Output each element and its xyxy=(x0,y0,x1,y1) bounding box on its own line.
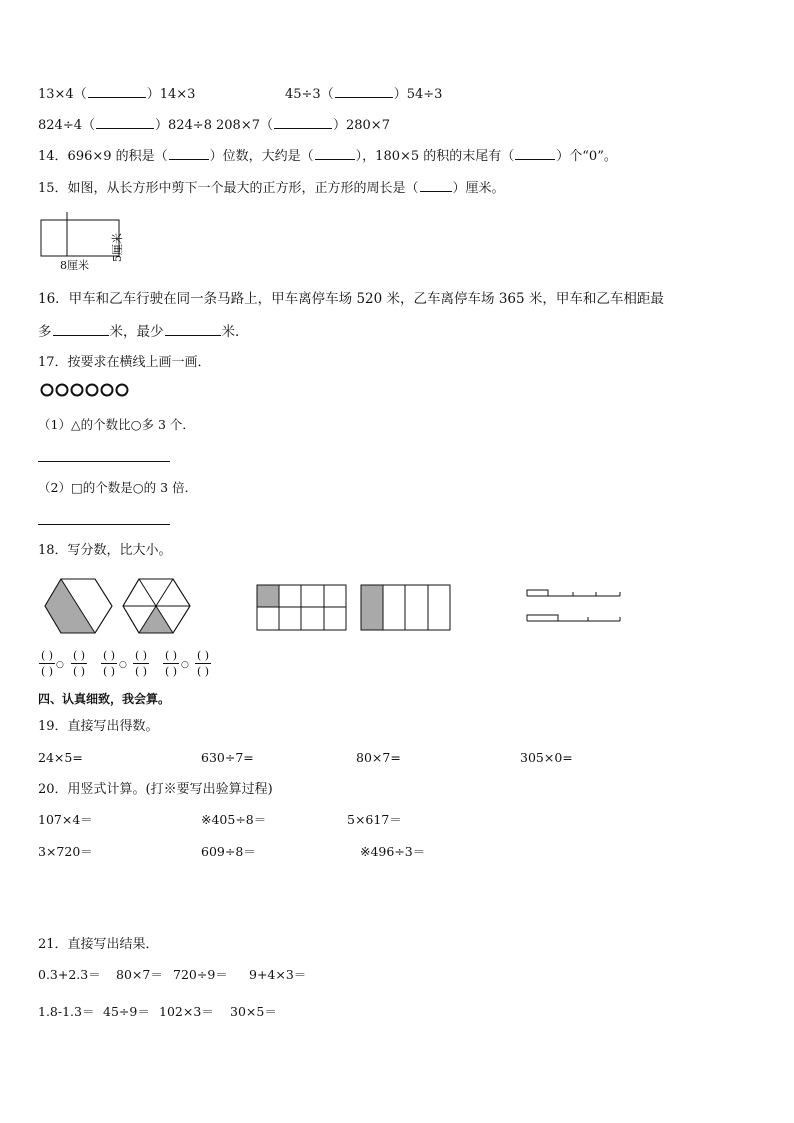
circles-row xyxy=(40,383,140,399)
question-19-title: 19．直接写出得数。 xyxy=(38,719,159,734)
fraction-blank[interactable]: ( ) ( ) xyxy=(196,649,210,678)
compare-row-2b: 208×7（ ）280×7 xyxy=(216,118,390,133)
hexagon-figure-2 xyxy=(123,577,193,637)
fraction-blank[interactable]: ( ) ( ) xyxy=(164,649,178,678)
q21-item: 80×7＝ xyxy=(116,967,163,982)
q21-item: 1.8-1.3＝ xyxy=(38,1004,95,1019)
drawing-line-1[interactable] xyxy=(38,461,170,462)
compare-row-2a: 824÷4（ ）824÷8 xyxy=(38,118,212,133)
answer-blank[interactable] xyxy=(315,148,355,160)
hexagon-figure-1 xyxy=(45,577,115,637)
question-21-title: 21．直接写出结果． xyxy=(38,937,159,952)
answer-blank[interactable] xyxy=(88,86,146,98)
q20-item: 5×617＝ xyxy=(347,812,402,827)
fraction-blank[interactable]: ( ) ( ) xyxy=(40,649,54,678)
compare-circle[interactable]: ○ xyxy=(56,660,64,670)
compare-circle[interactable]: ○ xyxy=(119,660,127,670)
answer-blank[interactable] xyxy=(274,117,332,129)
compare-row-1a: 13×4（ ）14×3 xyxy=(38,87,196,102)
section-4-title: 四、认真细致，我会算。 xyxy=(38,692,171,706)
q20-item: ※405÷8＝ xyxy=(201,812,267,827)
q21-item: 30×5＝ xyxy=(230,1004,277,1019)
q21-item: 102×3＝ xyxy=(159,1004,214,1019)
q19-item: 305×0= xyxy=(520,750,573,765)
answer-blank[interactable] xyxy=(169,148,209,160)
question-16-line1: 16．甲车和乙车行驶在同一条马路上，甲车离停车场 520 米，乙车离停车场 365 米，甲车和乙车相距最 xyxy=(38,291,664,307)
compare-row-1b: 45÷3（ ）54÷3 xyxy=(285,87,443,102)
grid-rectangle-4parts xyxy=(360,584,452,632)
question-16-line2: 多 米，最少 米． xyxy=(38,324,249,340)
q21-item: 45÷9＝ xyxy=(103,1004,150,1019)
question-17-title: 17．按要求在横线上画一画． xyxy=(38,355,211,370)
fraction-blank[interactable]: ( ) ( ) xyxy=(102,649,116,678)
drawing-line-2[interactable] xyxy=(38,524,170,525)
q20-item: 107×4＝ xyxy=(38,812,93,827)
q20-item: ※496÷3＝ xyxy=(360,844,426,859)
question-20-title: 20．用竖式计算。(打※要写出验算过程) xyxy=(38,782,273,797)
q20-item: 3×720＝ xyxy=(38,844,93,859)
question-14: 14．696×9 的积是（ ）位数，大约是（ ），180×5 的积的末尾有（ ）个“0”。 xyxy=(38,149,617,164)
fraction-blank[interactable]: ( ) ( ) xyxy=(72,649,86,678)
q21-item: 9+4×3＝ xyxy=(249,967,307,982)
answer-blank[interactable] xyxy=(420,180,452,192)
segment-figure xyxy=(526,584,622,630)
answer-blank[interactable] xyxy=(53,324,109,336)
rect-height-label: 5厘米 xyxy=(111,233,124,262)
q19-item: 24×5= xyxy=(38,750,83,765)
answer-blank[interactable] xyxy=(96,117,154,129)
q20-item: 609÷8＝ xyxy=(201,844,256,859)
q21-item: 720÷9＝ xyxy=(173,967,228,982)
question-15: 15．如图，从长方形中剪下一个最大的正方形，正方形的周长是（ ）厘米。 xyxy=(38,181,505,196)
question-17-sub1: （1）△的个数比○多 3 个． xyxy=(38,417,195,432)
q19-item: 80×7= xyxy=(356,750,401,765)
q19-item: 630÷7= xyxy=(201,750,254,765)
q21-item: 0.3+2.3＝ xyxy=(38,967,101,982)
compare-circle[interactable]: ○ xyxy=(181,660,189,670)
question-17-sub2: （2）□的个数是○的 3 倍． xyxy=(38,480,198,495)
answer-blank[interactable] xyxy=(335,86,393,98)
rect-width-label: 8厘米 xyxy=(60,259,89,272)
question-18-title: 18．写分数，比大小。 xyxy=(38,543,172,558)
answer-blank[interactable] xyxy=(165,324,221,336)
answer-blank[interactable] xyxy=(515,148,555,160)
grid-rectangle-8parts xyxy=(256,584,348,632)
fraction-blank[interactable]: ( ) ( ) xyxy=(134,649,148,678)
